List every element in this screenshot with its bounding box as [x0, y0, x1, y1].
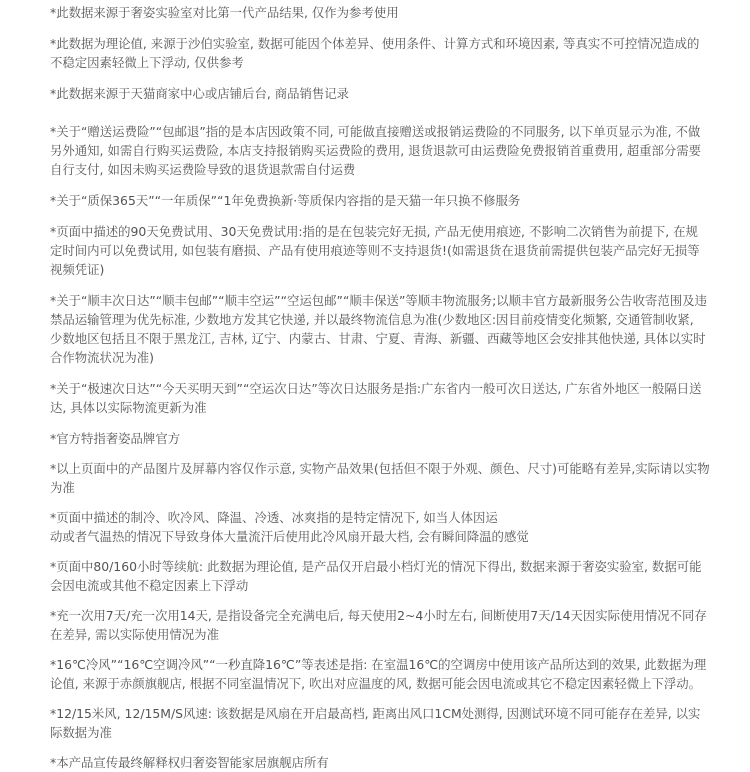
disclaimer-note: *此数据来源于奢姿实验室对比第一代产品结果, 仅作为参考使用: [50, 5, 399, 20]
disclaimer-note: *官方特指奢姿品牌官方: [50, 431, 181, 446]
disclaimer-note: *本产品宣传最终解释权归奢姿智能家居旗舰店所有: [50, 755, 329, 770]
disclaimer-note: *以上页面中的产品图片及屏幕内容仅作示意, 实物产品效果(包括但不限于外观、颜色、尺寸)可能略有差异,实际请以实物为准: [50, 461, 710, 495]
disclaimer-note: *16℃冷风”“16℃空调冷风”“一秒直降16℃”等表述是指: 在室温16℃的空调房中使用该产品所达到的效果, 此数据为理论值, 来源于赤颜旗舰店, 根据不同室温情况下, 吹出对应温度的风, 数据可能会因电流或其它不稳定因素轻微上下浮动。: [50, 657, 707, 691]
disclaimer-note: *充一次用7天/充一次用14天, 是指设备完全充满电后, 每天使用2~4小时左右, 间断使用7天/14天因实际使用情况不同存在差异, 需以实际使用情况为准: [50, 608, 707, 642]
disclaimer-note: *页面中描述的90天免费试用、30天免费试用:指的是在包装完好无损, 产品无使用痕迹, 不影响二次销售为前提下, 在规定时间内可以免费试用, 如包装有磨损、产品有使用痕迹等则不支持退货!(如需退货在退货前需提供包装产品完好无损等视频凭证): [50, 224, 700, 277]
disclaimer-note: *此数据为理论值, 来源于沙伯实验室, 数据可能因个体差异、使用条件、计算方式和环境因素, 等真实不可控情况造成的不稳定因素轻微上下浮动, 仅供参考: [50, 36, 700, 70]
disclaimer-note: *页面中80/160小时等续航: 此数据为理论值, 是产品仅开启最小档灯光的情况下得出, 数据来源于奢姿实验室, 数据可能会因电流或其他不稳定因素上下浮动: [50, 559, 702, 593]
disclaimer-note: *此数据来源于天猫商家中心或店铺后台, 商品销售记录: [50, 86, 350, 101]
disclaimer-note: *12/15米风, 12/15M/S风速: 该数据是风扇在开启最高档, 距离出风口1CM处测得, 因测试环境不同可能存在差异, 以实际数据为准: [50, 706, 701, 740]
disclaimer-note: *关于“质保365天”“一年质保”“1年免费换新·等质保内容指的是天猫一年只换不修服务: [50, 193, 521, 208]
disclaimer-note: *关于“赠送运费险”“包邮退”指的是本店因政策不同, 可能做直接赠送或报销运费险的不同服务, 以下单页显示为准, 不做另外通知, 如需自行购买运费险, 本店支持报销购买运费险的费用, 退货退款可由运费险免费报销首重费用, 超重部分需要自行支付, 如因未购买运费险导致的退货退款需自付运费: [50, 124, 702, 177]
disclaimer-note: *页面中描述的制冷、吹冷风、降温、冷透、冰爽指的是特定情况下, 如当人体因运 动或者气温热的情况下导致身体大量流汗后使用此冷风扇开最大档, 会有瞬间降温的感觉: [50, 510, 529, 544]
disclaimer-note: *关于“极速次日达”“今天买明天到”“空运次日达”等次日达服务是指:广东省内一般可次日送达, 广东省外地区一般隔日送达, 具体以实际物流更新为准: [50, 381, 702, 415]
disclaimer-note: *关于“顺丰次日达”“顺丰包邮”“顺丰空运”“空运包邮”“顺丰保送”等顺丰物流服务;以顺丰官方最新服务公告收寄范围及违禁品运输管理为优先标准, 少数地方发其它快递, 并以最终物流信息为准(少数地区:因目前疫情变化频繁, 交通管制收紧, 少数地区包括且不限于黑龙江, 吉林, 辽宁、内蒙古、甘肃、宁夏、青海、新疆、西藏等地区会安排其他快递, 具体以实时合作物流状况为准): [50, 293, 707, 365]
